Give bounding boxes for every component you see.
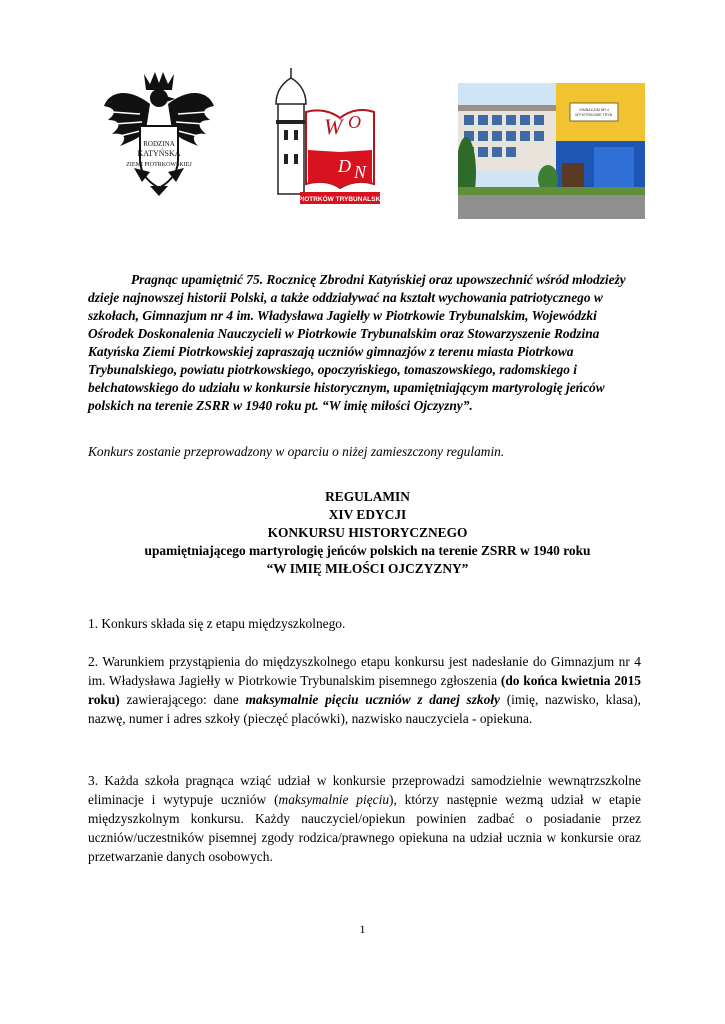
rule-3 <box>88 771 641 866</box>
svg-text:D: D <box>338 156 351 176</box>
intro-paragraph: Pragnąc upamiętnić 75. Rocznicę Zbrodni Katyńskiej oraz upowszechnić wśród młodzieży dzieje najnowszej historii Polski, a także oddziaływać na kształt wychowania patriotycznego w szkołach, Gimnazjum nr 4 im. Władysława Jagiełły w Piotrkowie Trybunalskim, Wojewódzki Ośrodek Doskonalenia Nauczycieli w Piotrkowie Trybunalskim oraz Stowarzyszenie Rodzina Katyńska Ziemi Piotrkowskiej zapraszają uczniów gimnazjów z terenu miasta Piotrkowa Trybunalskiego, powiatu piotrkowskiego, opoczyńskiego, tomaszowskiego, radomskiego i bełchatowskiego do udziału w konkursie historycznym, upamiętniającym martyrologię jeńców polskich na terenie ZSRR w 1940 roku pt. “W imię miłości Ojczyzny”. <box>88 272 626 413</box>
regulations-title <box>60 488 675 578</box>
svg-text:RODZINA: RODZINA <box>143 140 175 148</box>
svg-text:W: W <box>324 114 343 139</box>
page-number: 1 <box>359 922 366 936</box>
rule-1: 1. Konkurs składa się z etapu międzyszkolnego. <box>88 616 346 631</box>
svg-text:ZIEMI PIOTRKOWSKIEJ: ZIEMI PIOTRKOWSKIEJ <box>126 162 192 168</box>
wodn-logo <box>270 68 382 208</box>
rule-2-text-c: zawierającego: dane <box>119 692 246 707</box>
rule-2-text-a: 2. Warunkiem przystąpienia do międzyszkolnego etapu konkursu jest nadesłanie do Gimnazjum nr 4 im. Władysława Jagiełły w Piotrkowie Trybunalskim pisemnego zgłoszenia <box>88 654 641 688</box>
svg-text:O: O <box>348 112 361 132</box>
svg-text:PIOTRKÓW TRYBUNALSKI: PIOTRKÓW TRYBUNALSKI <box>298 196 382 203</box>
regulations-title-line3: KONKURSU HISTORYCZNEGO <box>267 525 468 540</box>
rule-3-text-a: 3. Każda szkoła pragnąca wziąć udział w konkursie przeprowadzi samodzielnie wewnątrzszkolne eliminacje i wytypuje uczniów ( <box>88 773 641 807</box>
regulations-note: Konkurs zostanie przeprowadzony w oparciu o niżej zamieszczony regulamin. <box>88 444 505 459</box>
rule-3-text-c: ), którzy następnie wezmą udział w etapie międzyszkolnym konkursu. Każdy nauczyciel/opiekun powinien zadbać o posiadanie przez uczniów/uczestników pisemnej zgody rodzica/prawnego opiekuna na udział ucznia w konkursie oraz przetwarzanie danych osobowych. <box>88 792 641 864</box>
rodzina-katynska-eagle-logo <box>100 68 218 198</box>
svg-text:GIMNAZJUM NR 4: GIMNAZJUM NR 4 <box>579 108 609 112</box>
rule-2-deadline: (do końca kwietnia 2015 roku) <box>88 673 641 707</box>
regulations-title-line2: XIV EDYCJI <box>328 507 407 522</box>
svg-text:KATYŃSKA: KATYŃSKA <box>137 149 181 158</box>
svg-text:N: N <box>354 162 367 182</box>
svg-text:W PIOTRKOWIE TRYB.: W PIOTRKOWIE TRYB. <box>575 113 613 117</box>
rule-2-max-students: maksymalnie pięciu uczniów z danej szkoły <box>245 692 500 707</box>
regulations-title-line1: REGULAMIN <box>325 489 410 504</box>
regulations-title-line5: “W IMIĘ MIŁOŚCI OJCZYZNY” <box>266 561 469 576</box>
rule-3-max-five: maksymalnie pięciu <box>278 792 390 807</box>
rule-2-text-e: (imię, nazwisko, klasa), nazwę, numer i adres szkoły (pieczęć placówki), nazwisko nauczyciela - opiekuna. <box>88 692 641 726</box>
regulations-title-line4: upamiętniającego martyrologię jeńców polskich na terenie ZSRR w 1940 roku <box>144 543 591 558</box>
rule-2 <box>88 652 641 728</box>
school-building-photo <box>458 83 645 219</box>
